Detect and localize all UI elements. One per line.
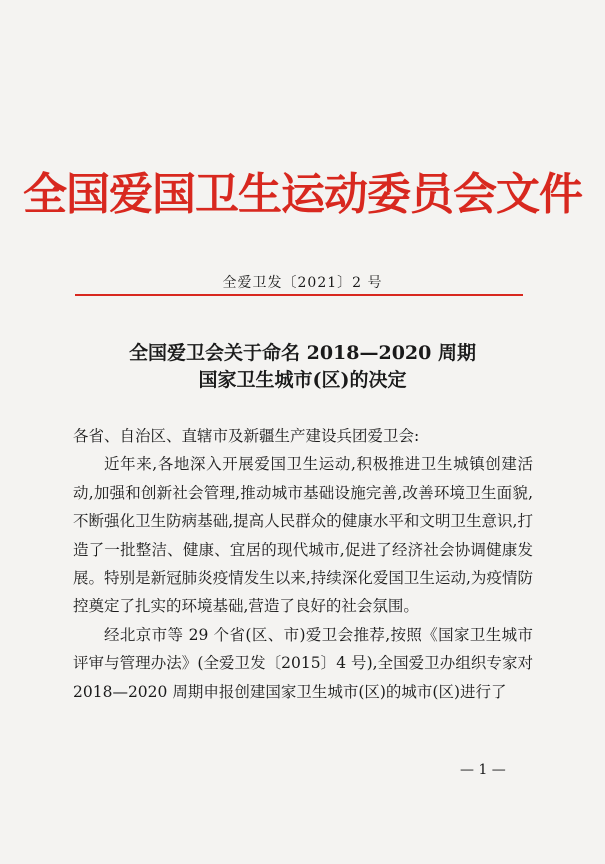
document-title-line-2: 国家卫生城市(区)的决定 [198,369,407,391]
document-title [0,340,605,394]
red-divider-line [75,294,523,296]
body-paragraph-1: 近年来,各地深入开展爱国卫生运动,积极推进卫生城镇创建活动,加强和创新社会管理,推动城市基础设施完善,改善环境卫生面貌,不断强化卫生防病基础,提高人民群众的健康水平和文明卫生意识,打造了一批整洁、健康、宜居的现代城市,促进了经济社会协调健康发展。特别是新冠肺炎疫情发生以来,持续深化爱国卫生运动,为疫情防控奠定了扎实的环境基础,营造了良好的社会氛围。 [73,455,533,616]
body-paragraph-2: 经北京市等 29 个省(区、市)爱卫会推荐,按照《国家卫生城市评审与管理办法》(全爱卫发〔2015〕4 号),全国爱卫办组织专家对 2018—2020 周期申报创建国家卫生城市(区)的城市(区)进行了 [73,625,533,701]
document-body [73,422,533,706]
document-title-line-1: 全国爱卫会关于命名 2018—2020 周期 [129,342,476,364]
page-number: — 1 — [460,762,506,778]
salutation: 各省、自治区、直辖市及新疆生产建设兵团爱卫会: [73,427,420,445]
issuing-organization-title: 全国爱国卫生运动委员会文件 [23,169,582,220]
document-number: 全爱卫发〔2021〕2 号 [222,275,383,291]
